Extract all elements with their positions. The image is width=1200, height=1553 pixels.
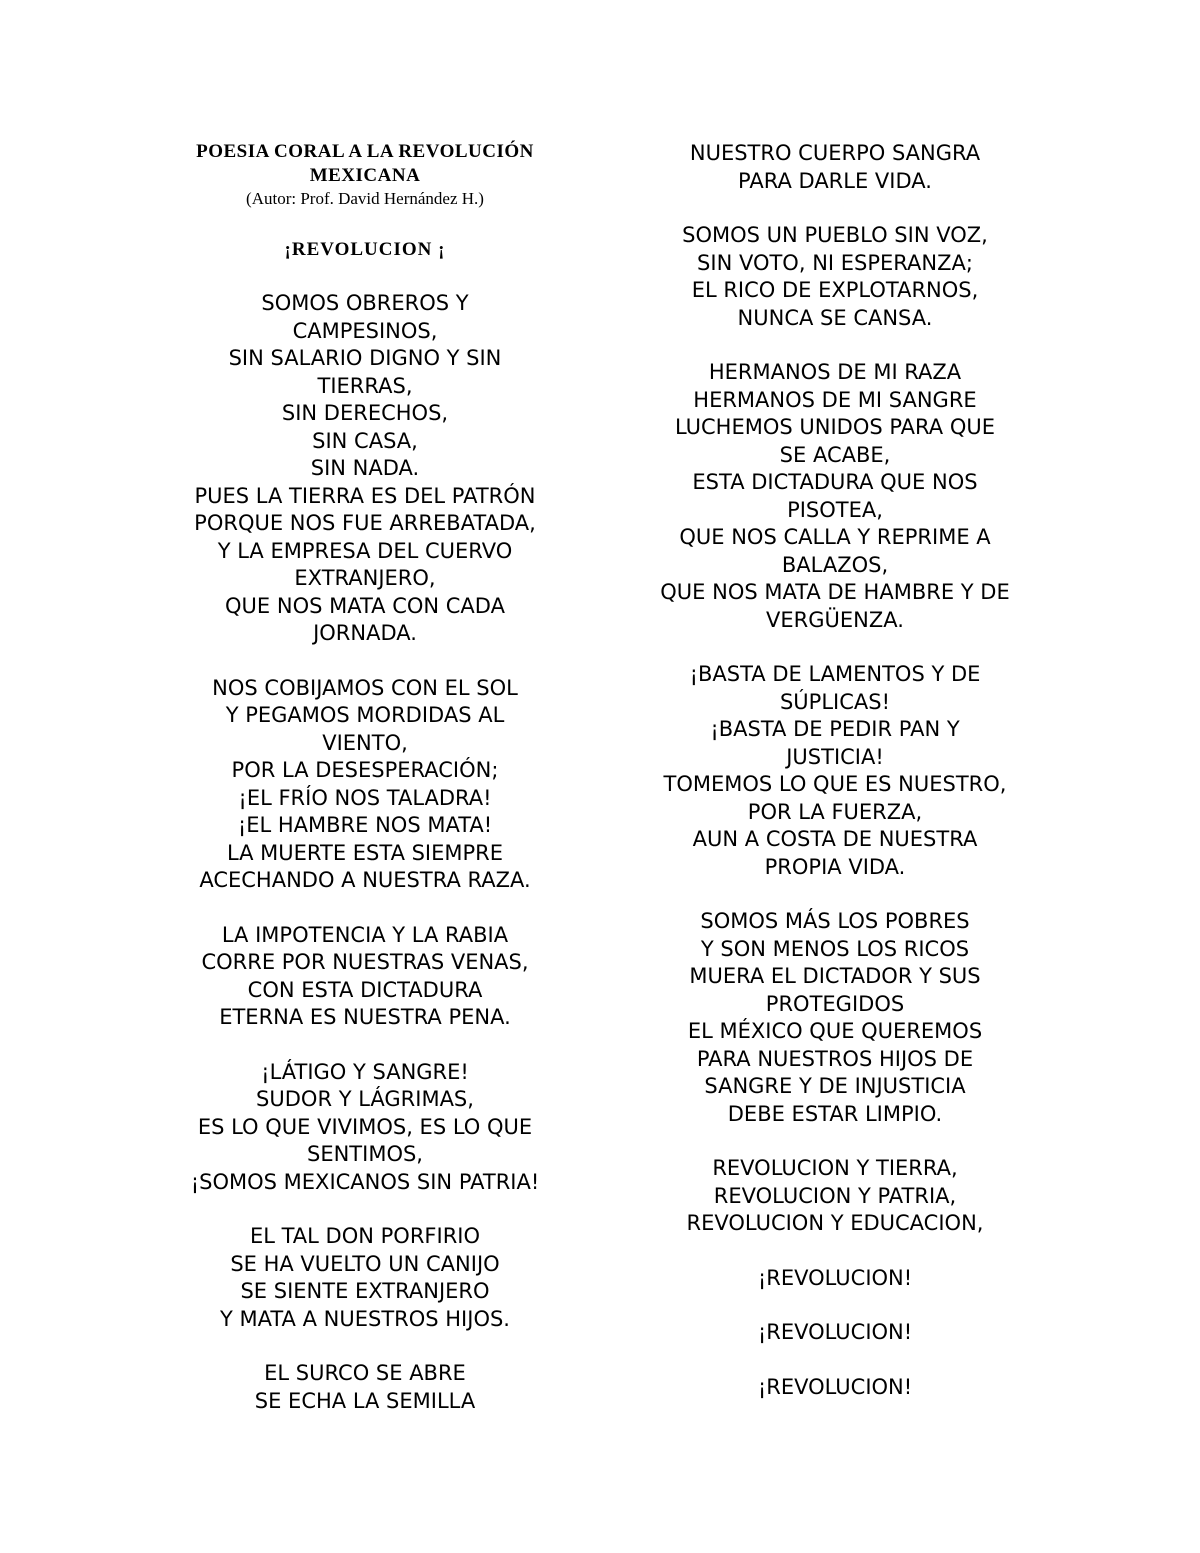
poem-line: JUSTICIA! (786, 744, 884, 769)
poem-line: ES LO QUE VIVIMOS, ES LO QUE (197, 1114, 533, 1139)
poem-line: NUESTRO CUERPO SANGRA (689, 141, 981, 165)
poem-line: CON ESTA DICTADURA (247, 977, 483, 1002)
poem-line: EL MÉXICO QUE QUEREMOS (687, 1019, 983, 1043)
poem-line: Y PEGAMOS MORDIDAS AL (225, 703, 505, 727)
poem-line: SÚPLICAS! (779, 689, 891, 714)
poem-line: JORNADA. (313, 621, 417, 645)
poem-line: TIERRAS, (317, 373, 413, 398)
poem-line: SENTIMOS, (307, 1142, 423, 1166)
stanza (160, 1059, 570, 1197)
poem-line: REVOLUCION Y TIERRA, (712, 1156, 958, 1180)
poem-line: SE HA VUELTO UN CANIJO (230, 1251, 500, 1276)
poem-line: SOMOS MÁS LOS POBRES (700, 909, 970, 933)
stanza (160, 1223, 570, 1333)
poem-line: MUERA EL DICTADOR Y SUS (689, 964, 981, 988)
poem-line: ¡REVOLUCION! (757, 1265, 913, 1290)
poem-line: ¡BASTA DE PEDIR PAN Y (710, 717, 960, 741)
left-stanzas (160, 290, 570, 1415)
poem-line: QUE NOS MATA CON CADA (225, 593, 505, 618)
poem-heading: ¡REVOLUCION ¡ (284, 239, 446, 260)
stanza (630, 908, 1040, 1128)
poem-line: Y LA EMPRESA DEL CUERVO (217, 538, 513, 563)
poem-line: VIENTO, (322, 730, 408, 755)
poem-line: POR LA DESESPERACIÓN; (231, 758, 499, 782)
poem-line: CAMPESINOS, (292, 318, 438, 343)
poem-line: Y MATA A NUESTROS HIJOS. (220, 1306, 510, 1331)
poem-line: ¡EL HAMBRE NOS MATA! (237, 813, 493, 837)
poem-line: SIN DERECHOS, (281, 401, 449, 425)
poem-line: EXTRANJERO, (294, 566, 436, 590)
poem-line: QUE NOS CALLA Y REPRIME A (679, 525, 991, 549)
poem-line: PROPIA VIDA. (764, 854, 906, 879)
poem-line: PROTEGIDOS (765, 991, 905, 1016)
poem-line: LUCHEMOS UNIDOS PARA QUE (674, 415, 995, 439)
stanza (630, 140, 1040, 195)
poem-line: EL TAL DON PORFIRIO (249, 1224, 481, 1248)
right-stanzas (630, 140, 1040, 1401)
poem-line: ¡LÁTIGO Y SANGRE! (261, 1059, 469, 1084)
poem-line: ACECHANDO A NUESTRA RAZA. (199, 868, 531, 892)
left-column (160, 140, 570, 1415)
poem-line: SIN CASA, (312, 428, 418, 453)
stanza (160, 922, 570, 1032)
poem-line: EL SURCO SE ABRE (264, 1361, 466, 1385)
poem-line: ESTA DICTADURA QUE NOS (692, 470, 978, 494)
stanza (630, 222, 1040, 332)
poem-line: Y SON MENOS LOS RICOS (700, 936, 970, 961)
stanza (630, 359, 1040, 634)
poem-line: SE SIENTE EXTRANJERO (240, 1279, 490, 1303)
poem-line: SOMOS UN PUEBLO SIN VOZ, (682, 223, 988, 247)
poem-line: POR LA FUERZA, (747, 799, 923, 824)
poem-author: (Autor: Prof. David Hernández H.) (246, 189, 484, 208)
poem-line: AUN A COSTA DE NUESTRA (692, 827, 978, 851)
poem-line: LA IMPOTENCIA Y LA RABIA (221, 922, 509, 947)
poem-line: NOS COBIJAMOS CON EL SOL (212, 675, 518, 700)
poem-line: SIN SALARIO DIGNO Y SIN (228, 346, 502, 370)
poem-line: ¡REVOLUCION! (757, 1374, 913, 1399)
poem-line: ¡REVOLUCION! (757, 1320, 913, 1344)
poem-line: SIN VOTO, NI ESPERANZA; (697, 250, 973, 275)
poem-line: NUNCA SE CANSA. (737, 305, 933, 330)
poem-line: ETERNA ES NUESTRA PENA. (219, 1005, 511, 1029)
poem-line: REVOLUCION Y PATRIA, (713, 1183, 957, 1208)
poem-line: SIN NADA. (310, 456, 420, 480)
stanza (630, 1374, 1040, 1402)
poem-line: DEBE ESTAR LIMPIO. (727, 1101, 943, 1126)
poem-line: PISOTEA, (787, 497, 883, 522)
stanza (160, 290, 570, 648)
stanza (160, 675, 570, 895)
poem-line: SUDOR Y LÁGRIMAS, (256, 1087, 474, 1111)
poem-line: HERMANOS DE MI RAZA (708, 360, 962, 384)
poem-line: ¡BASTA DE LAMENTOS Y DE (689, 662, 981, 686)
stanza (630, 1265, 1040, 1293)
poem-line: QUE NOS MATA DE HAMBRE Y DE (660, 580, 1010, 604)
poem-title (160, 140, 570, 188)
poem-line: VERGÜENZA. (766, 607, 904, 632)
poem-line: PARA DARLE VIDA. (738, 168, 932, 193)
right-column (630, 140, 1040, 1401)
poem-line: ¡EL FRÍO NOS TALADRA! (238, 785, 492, 810)
poem-line: PORQUE NOS FUE ARREBATADA, (194, 511, 536, 535)
poem-line: HERMANOS DE MI SANGRE (693, 387, 977, 412)
poem-line: EL RICO DE EXPLOTARNOS, (691, 278, 979, 302)
poem-line: LA MUERTE ESTA SIEMPRE (226, 840, 504, 865)
poem-line: PARA NUESTROS HIJOS DE (696, 1046, 974, 1071)
title-line-1: POESIA CORAL A LA REVOLUCIÓN (196, 141, 534, 162)
poem-line: BALAZOS, (781, 552, 889, 577)
title-line-2: MEXICANA (309, 165, 421, 186)
stanza (630, 661, 1040, 881)
poem-line: PUES LA TIERRA ES DEL PATRÓN (194, 483, 536, 508)
poem-line: SANGRE Y DE INJUSTICIA (704, 1074, 966, 1098)
poem-line: CORRE POR NUESTRAS VENAS, (201, 950, 529, 974)
poem-line: SE ACABE, (779, 442, 891, 467)
poem-line: SOMOS OBREROS Y (261, 291, 469, 315)
poem-line: TOMEMOS LO QUE ES NUESTRO, (663, 772, 1007, 796)
poem-line: REVOLUCION Y EDUCACION, (686, 1211, 984, 1235)
stanza (630, 1319, 1040, 1347)
stanza (160, 1360, 570, 1415)
poem-line: ¡SOMOS MEXICANOS SIN PATRIA! (190, 1169, 540, 1194)
stanza (630, 1155, 1040, 1238)
poem-line: SE ECHA LA SEMILLA (254, 1388, 476, 1413)
